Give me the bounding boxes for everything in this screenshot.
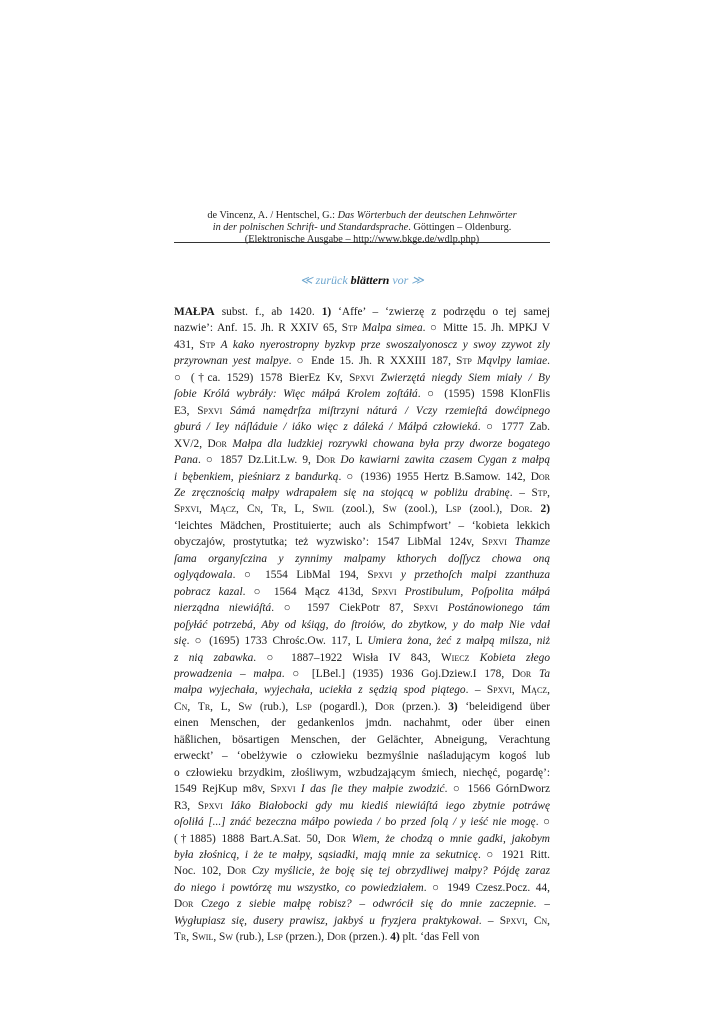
entry-line: z nią zabawka. ○ 1887–1922 Wisła IV 843, Wiecz Kobieta złego <box>174 651 550 664</box>
entry-line: R3, Spxvi Iáko Białobocki gdy mu kiediś niewiáſtá iego zbytnie potráwę <box>174 799 550 812</box>
entry-line: Tr, Swil, Sw (rub.), Lsp (przen.), Dor (przen.). 4) plt. ‘das Fell von <box>174 931 480 944</box>
entry-line: Dor Czego z siebie małpę robisz? – odwrócił się do mnie zaczepnie. – <box>174 898 550 911</box>
entry-line: nierządna niewiáſtá. ○ 1597 CiekPotr 87, Spxvi Postánowionego tám <box>174 602 550 615</box>
entry-line: 431, Stp A kako nyerostropny byzkvp prze swoszalyonoscz y swoy zzywot zly <box>174 338 550 351</box>
back-link[interactable]: ≪ zurück <box>300 273 348 287</box>
header-divider <box>174 242 550 243</box>
entry-line: häßlichen, bösartigen Menschen, der Gelächter, Abneigung, Verachtung <box>174 733 550 746</box>
citation-line-2: in der polnischen Schrift- und Standardsprache. Göttingen – Oldenburg. <box>212 222 512 234</box>
entry-line: Noc. 102, Dor Czy myślicie, że boję się tej obrzydliwej małpy? Pójdę zaraz <box>174 865 550 878</box>
entry-line: ‘leichtes Mädchen, Prostituierte; auch als Schimpfwort’ – ‘kobieta lekkich <box>174 519 550 532</box>
entry-line: MAŁPA subst. f., ab 1420. 1) ‘Affe’ – ‘zwierzę z podrzędu o tej samej <box>174 306 550 318</box>
entry-line: nazwie’: Anf. 15. Jh. R XXIV 65, Stp Malpa simea. ○ Mitte 15. Jh. MPKJ V <box>174 322 550 335</box>
citation-line-1: de Vincenz, A. / Hentschel, G.: Das Wörterbuch der deutschen Lehnwörter <box>207 210 517 221</box>
entry-line: była złośnicą, i że te małpy, sąsiadki, mają mnie za sekutnicę. ○ 1921 Ritt. <box>174 848 550 861</box>
double-left-arrow-icon: ≪ <box>300 273 313 287</box>
entry-line: Cn, Tr, L, Sw (rub.), Lsp (pogardl.), Dor (przen.). 3) ‘beleidigend über <box>174 700 550 713</box>
entry-line: Wygłupiasz się, dusery prawisz, jakbyś u fryzjera praktykował. – Spxvi, Cn, <box>174 914 550 927</box>
entry-line: o człowieku brzydkim, złośliwym, wzbudzającym śmiech, niechęć, pogardę’: <box>174 766 550 779</box>
entry-line: do niego i powtórzę mu wszystko, co powiedziałem. ○ 1949 Czesz.Pocz. 44, <box>174 881 550 894</box>
entry-line: erweckt’ – ‘obelżywie o człowieku bezmyślnie naśladującym kogoś lub <box>174 750 550 763</box>
page-navigation <box>174 273 550 288</box>
entry-line: obyczajów, prostytutka; też wyzwisko’: 1547 LibMal 124v, Spxvi Thamze <box>174 536 550 549</box>
browse-label: blättern <box>350 273 390 287</box>
entry-line: 1549 RejKup m8v, Spxvi I das ſie they małpie zwodzić. ○ 1566 GórnDworz <box>174 783 550 796</box>
entry-line: ○ (†ca. 1529) 1578 BierEz Kv, Spxvi Zwierzętá niegdy Siem miały / By <box>174 371 550 384</box>
entry-line: Spxvi, Mącz, Cn, Tr, L, Swil (zool.), Sw (zool.), Lsp (zool.), Dor. 2) <box>174 503 550 516</box>
entry-line: (†1885) 1888 Bart.A.Sat. 50, Dor Wiem, że chodzą o mnie gadki, jakobym <box>174 832 550 845</box>
entry-line: się. ○ (1695) 1733 Chrośc.Ow. 117, L Umiera żona, żeć z małpą milsza, niż <box>174 635 550 648</box>
entry-line: oglyądowala. ○ 1554 LibMal 194, Spxvi y przethoſch malpi zzanthuza <box>174 569 550 582</box>
double-right-arrow-icon: ≫ <box>411 273 424 287</box>
entry-line: E3, Spxvi Sámá namędrſza miſtrzyni náturá / Vczy rzemieſtá dowćipnego <box>174 404 550 417</box>
entry-line: Ze zręcznością małpy wdrapałem się na stojącą w pobliżu drabinę. – Stp, <box>174 486 550 499</box>
entry-line: poſyłáć potrzebá, Aby od kśiąg, do ſtroiów, do zbytkow, y do małp Nie vdał <box>174 618 550 631</box>
entry-line: i bębenkiem, pieśniarz z bandurką. ○ (1936) 1955 Hertz B.Samow. 142, Dor <box>174 470 550 483</box>
entry-line: ſobie Królá wybráły: Więc máłpá Krolem zoſtáłá. ○ (1595) 1598 KlonFlis <box>174 388 550 401</box>
entry-line: małpa wyjechała, wyjechała, uciekła z sędzią spod piątego. – Spxvi, Mącz, <box>174 684 550 697</box>
entry-line: Pana. ○ 1857 Dz.Lit.Lw. 9, Dor Do kawiarni zawita czasem Cygan z małpą <box>174 454 550 467</box>
entry-line: pobracz kazal. ○ 1564 Mącz 413d, Spxvi Prostibulum, Poſpolita máłpá <box>174 585 550 598</box>
entry-line: XV/2, Dor Małpa dla ludzkiej rozrywki chowana była przy dworze bogatego <box>174 437 550 450</box>
entry-line: einen Menschen, der gedankenlos jmdn. nachahmt, oder über einen <box>174 717 550 730</box>
dictionary-entry <box>174 304 550 946</box>
forward-link[interactable]: vor ≫ <box>392 273 424 287</box>
entry-line: gburá / Iey náſláduie / iáko więc z dáleká / Máłpá człowieká. ○ 1777 Zab. <box>174 421 550 434</box>
entry-line: przyrownan yest malpye. ○ Ende 15. Jh. R XXXIII 187, Stp Mąvlpy lamiae. <box>174 355 550 368</box>
entry-line: prowadzenia – małpa. ○ [LBel.] (1935) 1936 Goj.Dziew.I 178, Dor Ta <box>174 667 550 680</box>
entry-line: ſama organyſczina y zynnimy malpamy kthorych doſſycz chowa oną <box>174 552 550 565</box>
citation-line-3: (Elektronische Ausgabe – http://www.bkge.de/wdlp.php) <box>244 234 480 246</box>
entry-line: oſoliłá [...] znáć bezeczna máłpo powieda / bo przed ſolą / y ieść nie mogę. ○ <box>174 816 550 829</box>
